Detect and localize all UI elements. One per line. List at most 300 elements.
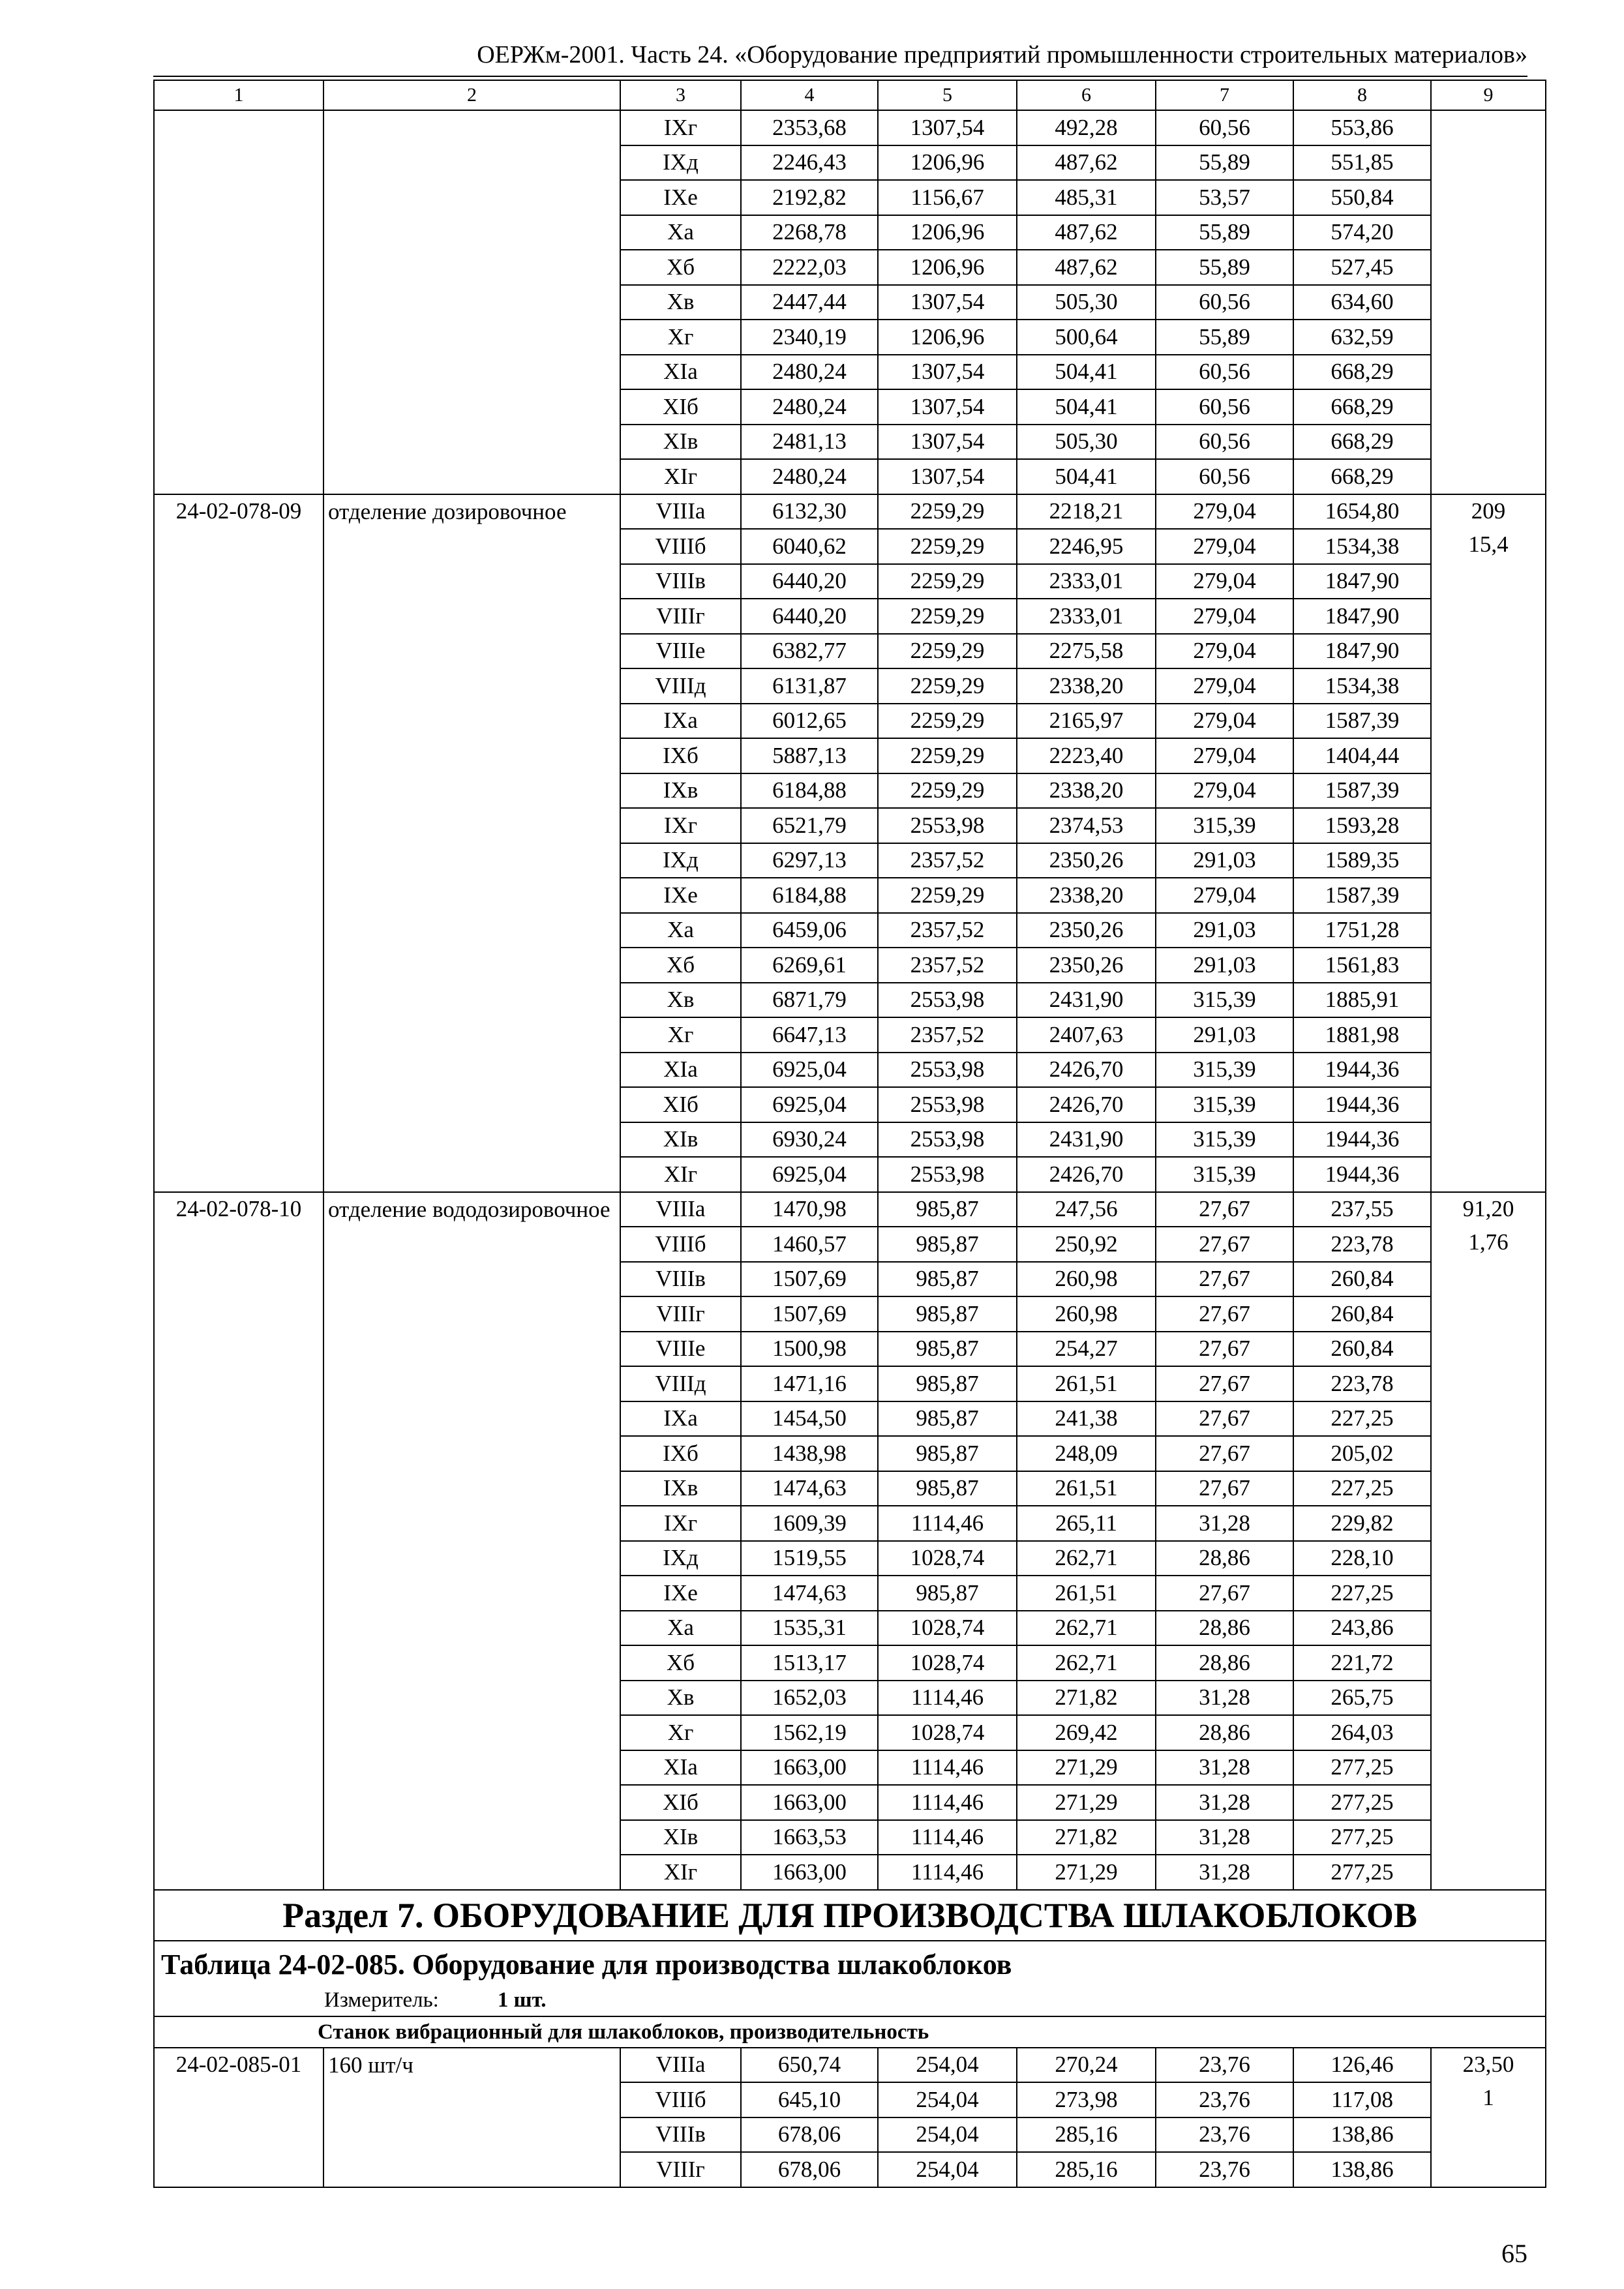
- table-cell: 505,30: [1017, 425, 1156, 460]
- table-cell: Xб: [620, 1645, 741, 1681]
- table-cell: 1114,46: [878, 1820, 1017, 1855]
- table-cell: IXд: [620, 1541, 741, 1576]
- table-cell: 6132,30: [741, 494, 878, 530]
- table-cell: 279,04: [1156, 704, 1293, 739]
- table-cell: 315,39: [1156, 983, 1293, 1018]
- table-cell: 6382,77: [741, 634, 878, 669]
- table-cell: 1206,96: [878, 320, 1017, 355]
- table-cell: 1562,19: [741, 1715, 878, 1750]
- table-cell: 2192,82: [741, 180, 878, 215]
- table-cell: 1587,39: [1293, 704, 1431, 739]
- column-9-cell: [1431, 1192, 1546, 1890]
- table-info: [154, 1941, 1546, 2016]
- table-cell: 1654,80: [1293, 494, 1431, 530]
- table-cell: 55,89: [1156, 320, 1293, 355]
- table-cell: XIа: [620, 1750, 741, 1786]
- table-cell: 2447,44: [741, 285, 878, 320]
- table-cell: 1307,54: [878, 425, 1017, 460]
- table-cell: 23,76: [1156, 2082, 1293, 2117]
- table-cell: 505,30: [1017, 285, 1156, 320]
- table-cell: 6647,13: [741, 1017, 878, 1053]
- table-row: [154, 2048, 1546, 2083]
- table-cell: 504,41: [1017, 355, 1156, 390]
- table-cell: 2259,29: [878, 494, 1017, 530]
- table-cell: 500,64: [1017, 320, 1156, 355]
- table-cell: 60,56: [1156, 425, 1293, 460]
- table-cell: 260,98: [1017, 1262, 1156, 1297]
- table-cell: 6925,04: [741, 1157, 878, 1192]
- table-cell: 1454,50: [741, 1401, 878, 1437]
- table-cell: 553,86: [1293, 110, 1431, 145]
- table-title: Таблица 24-02-085. Оборудование для производства шлакоблоков: [161, 1948, 1012, 1981]
- table-cell: VIIIд: [620, 668, 741, 704]
- table-cell: 985,87: [878, 1436, 1017, 1471]
- table-cell: 1307,54: [878, 285, 1017, 320]
- rate-description: отделение дозировочное: [323, 494, 620, 1192]
- table-cell: 6269,61: [741, 948, 878, 983]
- table-cell: 277,25: [1293, 1750, 1431, 1786]
- column-number: 1: [154, 80, 323, 110]
- table-cell: VIIIд: [620, 1366, 741, 1401]
- table-cell: 55,89: [1156, 215, 1293, 250]
- table-cell: 271,29: [1017, 1785, 1156, 1820]
- table-cell: 262,71: [1017, 1541, 1156, 1576]
- table-cell: 2553,98: [878, 1053, 1017, 1088]
- table-cell: 2333,01: [1017, 564, 1156, 599]
- column-number: 8: [1293, 80, 1431, 110]
- table-cell: 1114,46: [878, 1681, 1017, 1716]
- table-row: [154, 494, 1546, 530]
- table-cell: 27,67: [1156, 1227, 1293, 1262]
- table-cell: 2259,29: [878, 738, 1017, 773]
- table-cell: Xа: [620, 215, 741, 250]
- table-cell: 285,16: [1017, 2117, 1156, 2153]
- table-cell: 2165,97: [1017, 704, 1156, 739]
- table-cell: 6521,79: [741, 808, 878, 843]
- column-number: 6: [1017, 80, 1156, 110]
- table-cell: IXб: [620, 1436, 741, 1471]
- table-cell: VIIIб: [620, 1227, 741, 1262]
- table-cell: 1847,90: [1293, 634, 1431, 669]
- table-cell: 985,87: [878, 1366, 1017, 1401]
- table-cell: 243,86: [1293, 1611, 1431, 1646]
- table-cell: 1028,74: [878, 1715, 1017, 1750]
- table-cell: 260,84: [1293, 1296, 1431, 1332]
- table-cell: VIIIб: [620, 529, 741, 564]
- table-cell: 315,39: [1156, 1087, 1293, 1122]
- table-cell: 1114,46: [878, 1855, 1017, 1890]
- table-cell: 291,03: [1156, 913, 1293, 948]
- table-cell: 6184,88: [741, 773, 878, 809]
- table-cell: 6871,79: [741, 983, 878, 1018]
- table-cell: 1114,46: [878, 1785, 1017, 1820]
- rate-description: отделение вододозировочное: [323, 1192, 620, 1890]
- table-cell: 1885,91: [1293, 983, 1431, 1018]
- table-cell: IXг: [620, 1506, 741, 1541]
- table-cell: 271,82: [1017, 1681, 1156, 1716]
- table-cell: 6925,04: [741, 1087, 878, 1122]
- table-cell: 279,04: [1156, 668, 1293, 704]
- table-cell: IXа: [620, 1401, 741, 1437]
- table-cell: 27,67: [1156, 1192, 1293, 1227]
- table-row: [154, 110, 1546, 145]
- table-cell: 1519,55: [741, 1541, 878, 1576]
- table-cell: 279,04: [1156, 529, 1293, 564]
- table-cell: 985,87: [878, 1576, 1017, 1611]
- table-cell: 2426,70: [1017, 1053, 1156, 1088]
- rate-code: 24-02-085-01: [154, 2048, 323, 2187]
- table-cell: 492,28: [1017, 110, 1156, 145]
- rates-table-body: [154, 80, 1546, 2187]
- table-cell: VIIIг: [620, 1296, 741, 1332]
- table-cell: 1535,31: [741, 1611, 878, 1646]
- table-info-row: [154, 1941, 1546, 2016]
- table-cell: 985,87: [878, 1296, 1017, 1332]
- table-cell: 2246,95: [1017, 529, 1156, 564]
- table-cell: 241,38: [1017, 1401, 1156, 1437]
- page-header: [153, 38, 1527, 77]
- table-cell: 31,28: [1156, 1681, 1293, 1716]
- section-row: [154, 1890, 1546, 1941]
- column-9-value: 1,76: [1468, 1229, 1509, 1255]
- table-cell: IXд: [620, 843, 741, 878]
- table-cell: 1114,46: [878, 1506, 1017, 1541]
- table-cell: 2259,29: [878, 878, 1017, 913]
- table-cell: 27,67: [1156, 1366, 1293, 1401]
- table-cell: 645,10: [741, 2082, 878, 2117]
- table-cell: 668,29: [1293, 459, 1431, 494]
- column-9-cell: [1431, 110, 1546, 494]
- table-cell: Xв: [620, 983, 741, 1018]
- table-cell: 277,25: [1293, 1820, 1431, 1855]
- table-cell: 2407,63: [1017, 1017, 1156, 1053]
- table-cell: 229,82: [1293, 1506, 1431, 1541]
- table-cell: IXе: [620, 180, 741, 215]
- table-cell: 250,92: [1017, 1227, 1156, 1262]
- table-cell: 260,98: [1017, 1296, 1156, 1332]
- table-cell: VIIIе: [620, 634, 741, 669]
- table-cell: 254,04: [878, 2117, 1017, 2153]
- table-cell: XIг: [620, 1157, 741, 1192]
- table-cell: 6440,20: [741, 564, 878, 599]
- table-cell: 1881,98: [1293, 1017, 1431, 1053]
- table-cell: 27,67: [1156, 1262, 1293, 1297]
- table-cell: VIIIа: [620, 1192, 741, 1227]
- table-cell: 53,57: [1156, 180, 1293, 215]
- table-cell: 1944,36: [1293, 1157, 1431, 1192]
- table-cell: 2353,68: [741, 110, 878, 145]
- table-cell: 2357,52: [878, 913, 1017, 948]
- table-cell: 315,39: [1156, 808, 1293, 843]
- table-cell: 1663,00: [741, 1785, 878, 1820]
- table-cell: 1944,36: [1293, 1122, 1431, 1158]
- table-cell: Xб: [620, 948, 741, 983]
- table-cell: 1307,54: [878, 459, 1017, 494]
- table-cell: 2259,29: [878, 634, 1017, 669]
- table-cell: 291,03: [1156, 843, 1293, 878]
- table-cell: 2218,21: [1017, 494, 1156, 530]
- table-cell: 27,67: [1156, 1296, 1293, 1332]
- table-cell: 264,03: [1293, 1715, 1431, 1750]
- table-cell: 262,71: [1017, 1611, 1156, 1646]
- table-cell: 1474,63: [741, 1471, 878, 1506]
- table-cell: 668,29: [1293, 425, 1431, 460]
- table-cell: IXе: [620, 1576, 741, 1611]
- table-cell: 2246,43: [741, 145, 878, 181]
- table-cell: IXд: [620, 145, 741, 181]
- table-cell: 650,74: [741, 2048, 878, 2083]
- table-cell: 260,84: [1293, 1332, 1431, 1367]
- page-number: 65: [1501, 2239, 1527, 2268]
- table-cell: Xв: [620, 285, 741, 320]
- table-cell: 6459,06: [741, 913, 878, 948]
- table-cell: 504,41: [1017, 459, 1156, 494]
- table-cell: 60,56: [1156, 459, 1293, 494]
- column-number-row: [154, 80, 1546, 110]
- table-cell: 2333,01: [1017, 599, 1156, 634]
- table-cell: XIв: [620, 1122, 741, 1158]
- table-cell: 27,67: [1156, 1401, 1293, 1437]
- table-cell: 27,67: [1156, 1576, 1293, 1611]
- table-cell: 2357,52: [878, 948, 1017, 983]
- table-cell: XIв: [620, 1820, 741, 1855]
- table-cell: 2481,13: [741, 425, 878, 460]
- table-cell: 574,20: [1293, 215, 1431, 250]
- table-cell: XIб: [620, 1785, 741, 1820]
- group-title-row: [154, 2016, 1546, 2048]
- table-cell: 28,86: [1156, 1611, 1293, 1646]
- table-cell: 23,76: [1156, 2152, 1293, 2187]
- table-cell: VIIIг: [620, 599, 741, 634]
- table-cell: IXе: [620, 878, 741, 913]
- table-cell: VIIIа: [620, 494, 741, 530]
- table-cell: 261,51: [1017, 1576, 1156, 1611]
- table-cell: 1847,90: [1293, 564, 1431, 599]
- column-9-value: 15,4: [1468, 531, 1509, 557]
- table-cell: 1028,74: [878, 1541, 1017, 1576]
- table-cell: 279,04: [1156, 599, 1293, 634]
- table-cell: 60,56: [1156, 285, 1293, 320]
- table-cell: 1206,96: [878, 250, 1017, 285]
- table-cell: 1534,38: [1293, 668, 1431, 704]
- table-cell: 23,76: [1156, 2117, 1293, 2153]
- table-cell: Xб: [620, 250, 741, 285]
- column-9-value: 91,20: [1462, 1195, 1514, 1221]
- table-cell: 1593,28: [1293, 808, 1431, 843]
- table-cell: 1507,69: [741, 1296, 878, 1332]
- table-cell: 2374,53: [1017, 808, 1156, 843]
- table-cell: 2480,24: [741, 459, 878, 494]
- table-cell: Xв: [620, 1681, 741, 1716]
- measure-label: Измеритель:: [324, 1988, 439, 2012]
- table-cell: 1587,39: [1293, 878, 1431, 913]
- table-cell: 1028,74: [878, 1611, 1017, 1646]
- table-cell: 6925,04: [741, 1053, 878, 1088]
- table-cell: 1028,74: [878, 1645, 1017, 1681]
- table-cell: 27,67: [1156, 1332, 1293, 1367]
- table-cell: 2259,29: [878, 773, 1017, 809]
- table-cell: 237,55: [1293, 1192, 1431, 1227]
- table-cell: 487,62: [1017, 215, 1156, 250]
- table-cell: 31,28: [1156, 1506, 1293, 1541]
- table-cell: 2426,70: [1017, 1157, 1156, 1192]
- table-cell: 2553,98: [878, 1122, 1017, 1158]
- table-cell: 6184,88: [741, 878, 878, 913]
- table-cell: 60,56: [1156, 355, 1293, 390]
- table-cell: 527,45: [1293, 250, 1431, 285]
- table-cell: 1534,38: [1293, 529, 1431, 564]
- table-cell: 2426,70: [1017, 1087, 1156, 1122]
- table-cell: 1438,98: [741, 1436, 878, 1471]
- table-cell: IXб: [620, 738, 741, 773]
- table-cell: 6297,13: [741, 843, 878, 878]
- table-cell: 126,46: [1293, 2048, 1431, 2083]
- table-cell: 315,39: [1156, 1122, 1293, 1158]
- table-cell: 1561,83: [1293, 948, 1431, 983]
- table-cell: 227,25: [1293, 1471, 1431, 1506]
- table-cell: 138,86: [1293, 2152, 1431, 2187]
- table-cell: 2275,58: [1017, 634, 1156, 669]
- table-cell: 2259,29: [878, 599, 1017, 634]
- table-cell: 1663,00: [741, 1855, 878, 1890]
- table-cell: 247,56: [1017, 1192, 1156, 1227]
- table-cell: 678,06: [741, 2152, 878, 2187]
- table-cell: 6131,87: [741, 668, 878, 704]
- table-cell: 1471,16: [741, 1366, 878, 1401]
- table-cell: 6012,65: [741, 704, 878, 739]
- rate-code: [154, 110, 323, 494]
- table-cell: 261,51: [1017, 1471, 1156, 1506]
- table-cell: 279,04: [1156, 738, 1293, 773]
- measure-value: 1 шт.: [497, 1988, 547, 2012]
- table-cell: 2259,29: [878, 564, 1017, 599]
- table-cell: 291,03: [1156, 948, 1293, 983]
- table-cell: 678,06: [741, 2117, 878, 2153]
- table-cell: 55,89: [1156, 250, 1293, 285]
- table-cell: 60,56: [1156, 110, 1293, 145]
- column-number: 5: [878, 80, 1017, 110]
- table-cell: 1663,00: [741, 1750, 878, 1786]
- table-cell: VIIIв: [620, 2117, 741, 2153]
- table-cell: IXг: [620, 110, 741, 145]
- table-cell: 6930,24: [741, 1122, 878, 1158]
- table-cell: 2259,29: [878, 529, 1017, 564]
- table-cell: 1460,57: [741, 1227, 878, 1262]
- table-cell: 2357,52: [878, 1017, 1017, 1053]
- table-cell: 23,76: [1156, 2048, 1293, 2083]
- table-cell: 6040,62: [741, 529, 878, 564]
- table-cell: 261,51: [1017, 1366, 1156, 1401]
- table-cell: 2480,24: [741, 389, 878, 425]
- table-cell: 1156,67: [878, 180, 1017, 215]
- table-cell: 2350,26: [1017, 843, 1156, 878]
- table-cell: 254,04: [878, 2152, 1017, 2187]
- table-cell: 985,87: [878, 1401, 1017, 1437]
- table-cell: 1404,44: [1293, 738, 1431, 773]
- table-cell: 985,87: [878, 1471, 1017, 1506]
- table-cell: 487,62: [1017, 250, 1156, 285]
- table-cell: XIг: [620, 459, 741, 494]
- table-cell: 28,86: [1156, 1645, 1293, 1681]
- table-cell: XIв: [620, 425, 741, 460]
- table-cell: 504,41: [1017, 389, 1156, 425]
- table-cell: 985,87: [878, 1332, 1017, 1367]
- table-cell: Xа: [620, 1611, 741, 1646]
- column-9-cell: [1431, 494, 1546, 1192]
- table-cell: 269,42: [1017, 1715, 1156, 1750]
- table-cell: 2222,03: [741, 250, 878, 285]
- table-cell: 270,24: [1017, 2048, 1156, 2083]
- table-cell: 985,87: [878, 1227, 1017, 1262]
- table-cell: 254,04: [878, 2082, 1017, 2117]
- table-cell: 31,28: [1156, 1750, 1293, 1786]
- table-cell: 2350,26: [1017, 948, 1156, 983]
- table-cell: 1944,36: [1293, 1053, 1431, 1088]
- table-cell: 5887,13: [741, 738, 878, 773]
- table-cell: VIIIб: [620, 2082, 741, 2117]
- table-cell: 27,67: [1156, 1436, 1293, 1471]
- table-cell: 279,04: [1156, 634, 1293, 669]
- column-number: 2: [323, 80, 620, 110]
- table-cell: 1847,90: [1293, 599, 1431, 634]
- table-cell: 2268,78: [741, 215, 878, 250]
- table-cell: 1751,28: [1293, 913, 1431, 948]
- table-cell: 60,56: [1156, 389, 1293, 425]
- table-cell: 634,60: [1293, 285, 1431, 320]
- table-row: [154, 1192, 1546, 1227]
- table-cell: 2338,20: [1017, 773, 1156, 809]
- column-number: 9: [1431, 80, 1546, 110]
- table-cell: 223,78: [1293, 1227, 1431, 1262]
- table-cell: 1944,36: [1293, 1087, 1431, 1122]
- table-cell: 1114,46: [878, 1750, 1017, 1786]
- table-cell: 138,86: [1293, 2117, 1431, 2153]
- table-cell: XIа: [620, 1053, 741, 1088]
- table-cell: 485,31: [1017, 180, 1156, 215]
- table-cell: 28,86: [1156, 1715, 1293, 1750]
- table-cell: 1513,17: [741, 1645, 878, 1681]
- table-cell: 2553,98: [878, 1087, 1017, 1122]
- table-cell: 227,25: [1293, 1401, 1431, 1437]
- table-cell: 279,04: [1156, 494, 1293, 530]
- table-cell: 291,03: [1156, 1017, 1293, 1053]
- measure: [161, 1986, 1539, 2014]
- table-cell: 1500,98: [741, 1332, 878, 1367]
- table-cell: VIIIа: [620, 2048, 741, 2083]
- table-cell: 271,29: [1017, 1855, 1156, 1890]
- table-cell: 2340,19: [741, 320, 878, 355]
- table-cell: 271,29: [1017, 1750, 1156, 1786]
- table-cell: 117,08: [1293, 2082, 1431, 2117]
- table-cell: 315,39: [1156, 1053, 1293, 1088]
- column-number: 3: [620, 80, 741, 110]
- table-cell: 2480,24: [741, 355, 878, 390]
- table-cell: 1470,98: [741, 1192, 878, 1227]
- table-cell: 2553,98: [878, 808, 1017, 843]
- table-cell: IXв: [620, 773, 741, 809]
- table-cell: 2223,40: [1017, 738, 1156, 773]
- column-9-cell: [1431, 2048, 1546, 2187]
- table-cell: VIIIг: [620, 2152, 741, 2187]
- table-cell: 985,87: [878, 1192, 1017, 1227]
- table-cell: IXг: [620, 808, 741, 843]
- header-title: ОЕРЖм-2001. Часть 24. «Оборудование предприятий промышленности строительных материалов»: [477, 41, 1527, 68]
- table-cell: XIа: [620, 355, 741, 390]
- section-title: Раздел 7. ОБОРУДОВАНИЕ ДЛЯ ПРОИЗВОДСТВА ШЛАКОБЛОКОВ: [154, 1890, 1546, 1941]
- table-cell: 2357,52: [878, 843, 1017, 878]
- table-cell: 2553,98: [878, 983, 1017, 1018]
- rates-table: [153, 80, 1546, 2188]
